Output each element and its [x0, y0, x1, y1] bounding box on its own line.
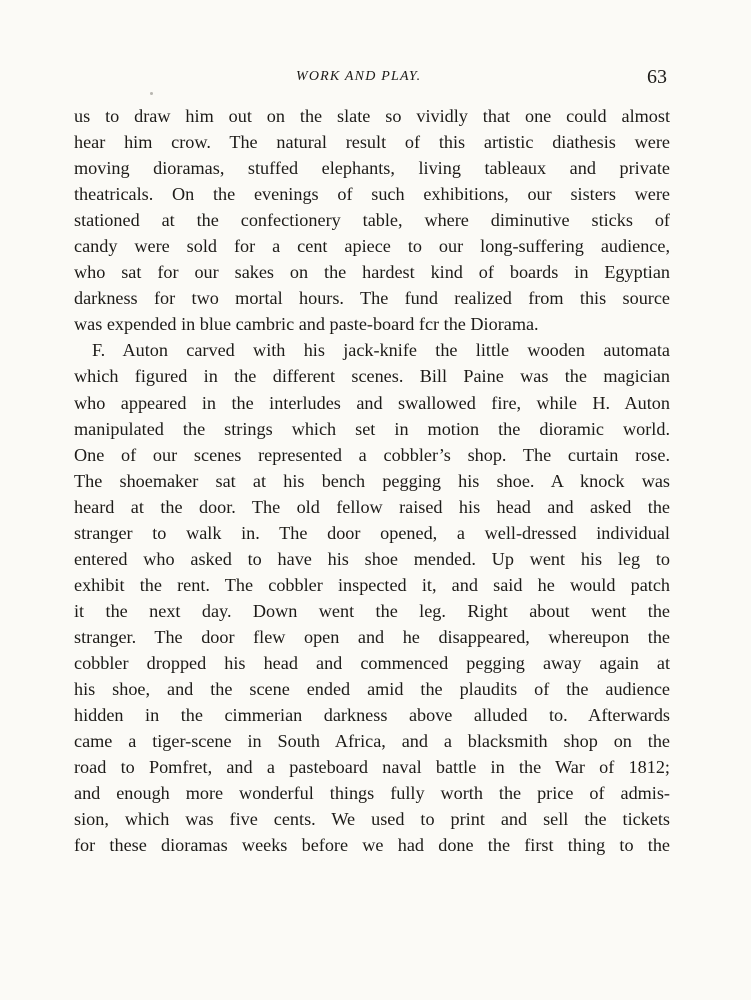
text-line: hidden in the cimmerian darkness above alluded to. Afterwards — [74, 705, 670, 726]
text-line: came a tiger-scene in South Africa, and a blacksmith shop on the — [74, 731, 670, 752]
text-line: stationed at the confectionery table, where diminutive sticks of — [74, 210, 670, 231]
text-line: moving dioramas, stuffed elephants, living tableaux and private — [74, 158, 670, 179]
page-number: 63 — [647, 66, 667, 88]
text-line: which figured in the different scenes. Bill Paine was the magician — [74, 366, 670, 387]
running-title: WORK AND PLAY. — [296, 69, 422, 84]
page-header — [74, 66, 670, 90]
text-line: who sat for our sakes on the hardest kind of boards in Egyptian — [74, 262, 670, 283]
text-line: us to draw him out on the slate so vividly that one could almost — [74, 106, 670, 126]
text-line: One of our scenes represented a cobbler’s shop. The curtain rose. — [74, 444, 670, 465]
text-line: darkness for two mortal hours. The fund realized from this source — [74, 288, 670, 309]
text-line: his shoe, and the scene ended amid the plaudits of the audience — [74, 679, 670, 700]
text-line: who appeared in the interludes and swallowed fire, while H. Auton — [74, 392, 670, 413]
text-line: stranger. The door flew open and he disappeared, whereupon the — [74, 626, 670, 647]
text-line: stranger to walk in. The door opened, a well-dressed individual — [74, 522, 670, 543]
text-line: hear him crow. The natural result of this artistic diathesis were — [74, 132, 670, 153]
paragraph-first-line: F. Auton carved with his jack-knife the little wooden automata — [92, 340, 670, 361]
text-line: candy were sold for a cent apiece to our long-suffering audience, — [74, 236, 670, 257]
text-line: cobbler dropped his head and commenced pegging away again at — [74, 652, 670, 673]
text-line: sion, which was five cents. We used to print and sell the tickets — [74, 809, 670, 830]
body-text — [74, 103, 670, 858]
text-line: manipulated the strings which set in motion the dioramic world. — [74, 418, 670, 439]
text-line: it the next day. Down went the leg. Right about went the — [74, 600, 670, 621]
text-line: was expended in blue cambric and paste-board fcr the Diorama. — [74, 314, 539, 335]
text-line: exhibit the rent. The cobbler inspected it, and said he would patch — [74, 574, 670, 595]
text-line: heard at the door. The old fellow raised his head and asked the — [74, 496, 670, 517]
text-line: road to Pomfret, and a pasteboard naval battle in the War of 1812; — [74, 757, 670, 778]
text-line: for these dioramas weeks before we had done the first thing to the — [74, 835, 670, 856]
page-speck — [150, 92, 153, 95]
text-line: entered who asked to have his shoe mended. Up went his leg to — [74, 548, 670, 569]
text-line: theatricals. On the evenings of such exhibitions, our sisters were — [74, 184, 670, 205]
text-line: The shoemaker sat at his bench pegging his shoe. A knock was — [74, 470, 670, 491]
text-line: and enough more wonderful things fully worth the price of admis- — [74, 783, 670, 804]
